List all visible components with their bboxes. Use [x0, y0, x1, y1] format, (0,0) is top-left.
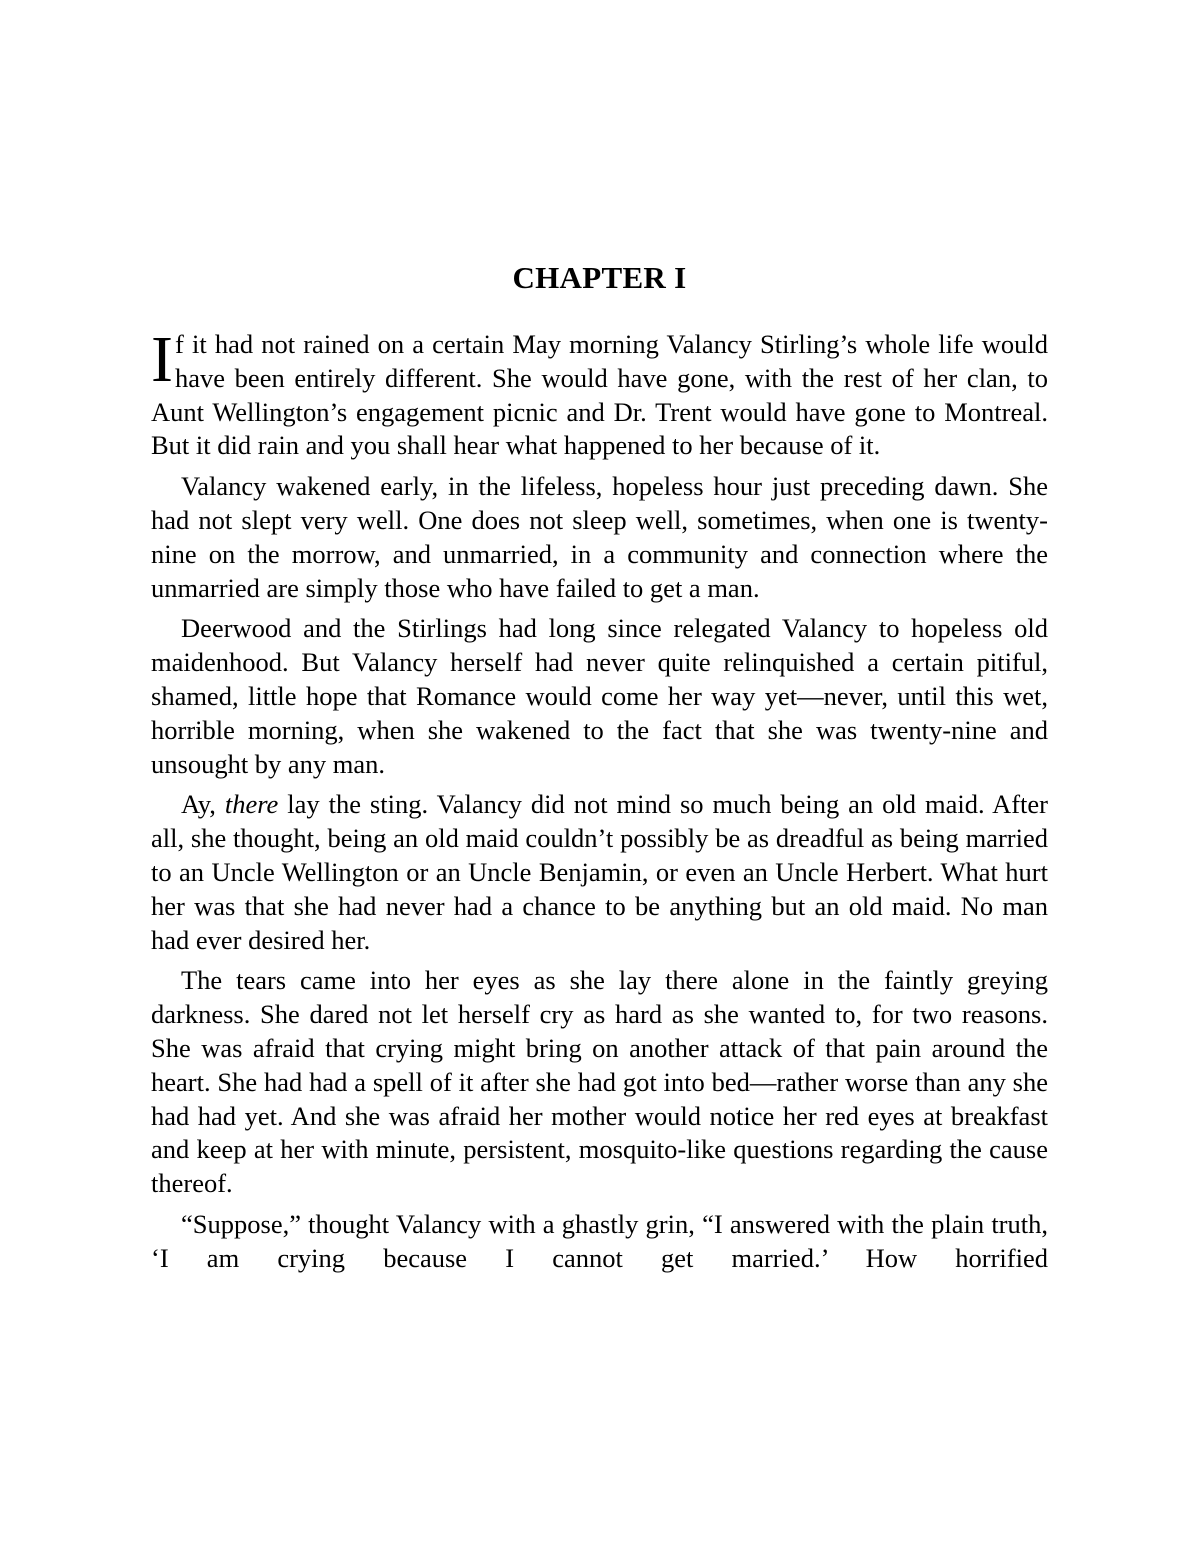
paragraph-1 — [151, 323, 1048, 463]
paragraph-3: Deerwood and the Stirlings had long since relegated Valancy to hopeless old maidenhood. But Valancy herself had never quite relinquished a certain pitiful, shamed, little hope that Romance would come her way yet—never, until this wet, horrible morning, when she wakened to the fact that she was twenty-nine and unsought by any man. — [151, 613, 1048, 779]
paragraph-2: Valancy wakened early, in the lifeless, hopeless hour just preceding dawn. She had not slept very well. One does not sleep well, sometimes, when one is twenty-nine on the morrow, and unmarried, in a community and connection where the unmarried are simply those who have failed to get a man. — [151, 471, 1048, 603]
chapter-title: CHAPTER I — [512, 260, 687, 295]
book-page — [151, 258, 1048, 1283]
paragraph-6: “Suppose,” thought Valancy with a ghastly grin, “I answered with the plain truth, ‘I am crying because I cannot get married.’ How horrified — [151, 1208, 1048, 1273]
paragraph-4-text: lay the sting. Valancy did not mind so much being an old maid. After all, she thought, being an old maid couldn’t possibly be as dreadful as being married to an Uncle Wellington or an Uncle Benjamin, or even an Uncle Herbert. What hurt her was that she had never had a chance to be anything but an old maid. No man had ever desired her. — [151, 789, 1049, 955]
paragraph-1-text: f it had not rained on a certain May morning Valancy Stirling’s whole life would have been entirely different. She would have gone, with the rest of her clan, to Aunt Wellington’s engagement picnic and Dr. Trent would have gone to Montreal. But it did rain and you shall hear what happened to her because of it. — [151, 329, 1048, 461]
drop-cap: I — [151, 323, 173, 396]
paragraph-4 — [151, 788, 1048, 957]
paragraph-4-lead: Ay, — [181, 789, 225, 820]
paragraph-5: The tears came into her eyes as she lay there alone in the faintly greying darkness. She dared not let herself cry as hard as she wanted to, for two reasons. She was afraid that crying might bring on another attack of that pain around the heart. She had had a spell of it after she had got into bed—rather worse than any she had had yet. And she was afraid her mother would notice her red eyes at breakfast and keep at her with minute, persistent, mosquito-like questions regarding the cause thereof. — [151, 965, 1048, 1199]
paragraph-4-emphasis: there — [224, 789, 279, 820]
